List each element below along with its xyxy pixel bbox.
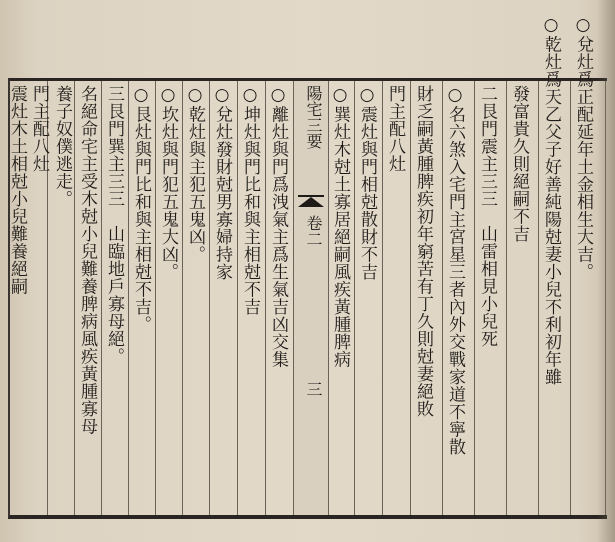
column-text: ○巽灶木尅土寡居絕嗣風疾黃腫脾病: [330, 85, 350, 368]
text-column: [442, 81, 475, 515]
column-text: ○離灶與門爲洩氣主爲生氣吉凶交集: [268, 85, 288, 368]
fish-tail-mark-icon: [298, 195, 324, 207]
text-column: [8, 81, 28, 515]
page-number: 三: [304, 381, 323, 397]
column-text: 二艮門震主三三 山雷相見小兒死: [477, 85, 497, 348]
center-fold: [293, 81, 329, 515]
text-column: [128, 81, 156, 515]
column-text: 震灶木土相尅小兒難養絕嗣: [7, 85, 27, 295]
column-text: ○坤灶與門比和與主相尅不吉: [240, 85, 260, 316]
text-column: [538, 15, 571, 515]
text-column: [354, 81, 383, 515]
text-column: [410, 81, 443, 515]
column-text: ○名六煞入宅門主宮星三者內外交戰家道不寧散: [445, 85, 465, 456]
text-column: [47, 81, 75, 515]
text-column: [382, 81, 411, 515]
column-text: 養子奴僕逃走。: [52, 85, 72, 208]
page-edge-shadow: [597, 0, 615, 542]
text-column: [327, 81, 355, 515]
text-column: [237, 81, 266, 515]
text-column: [474, 81, 507, 515]
column-text: ○兌灶爲正配延年土金相生大吉。: [573, 15, 593, 281]
column-text: ○乾灶與主犯五鬼凶。: [185, 85, 205, 263]
running-title: 陽宅三要: [304, 85, 323, 149]
text-column: [265, 81, 294, 515]
column-text: 財乏嗣黃腫脾疾初年窮苦有丁久則尅妻絕敗: [413, 85, 433, 418]
column-text: 門主配八灶: [385, 85, 405, 173]
text-column: [209, 81, 238, 515]
text-column: [155, 81, 183, 515]
text-column: [506, 81, 539, 515]
text-frame: [7, 15, 607, 519]
text-column: [182, 81, 210, 515]
text-column: [74, 81, 102, 515]
column-text: ○坎灶與門犯五鬼大凶。: [158, 85, 178, 281]
text-column: [28, 81, 48, 515]
column-text: ○兌灶發財尅男寡婦持家: [212, 85, 232, 281]
column-text: 發富貴久則絕嗣不吉: [509, 85, 529, 243]
column-text: 門主配八灶: [29, 85, 49, 173]
column-text: ○震灶與門相尅散財不吉: [357, 85, 377, 281]
column-text: ○乾灶爲天乙父子好善純陽尅妻小兒不利初年雖: [541, 15, 561, 386]
column-text: ○艮灶與門比和與主相尅不吉。: [131, 85, 151, 333]
column-text: 三艮門巽主三三 山臨地戶寡母絕。: [104, 85, 124, 365]
column-text: 名絕命宅主受木尅小兒難養脾病風疾黃腫寡母: [77, 85, 97, 435]
page-top-margin: [0, 0, 615, 78]
text-column: [101, 81, 129, 515]
volume-label: 卷二: [304, 215, 323, 247]
